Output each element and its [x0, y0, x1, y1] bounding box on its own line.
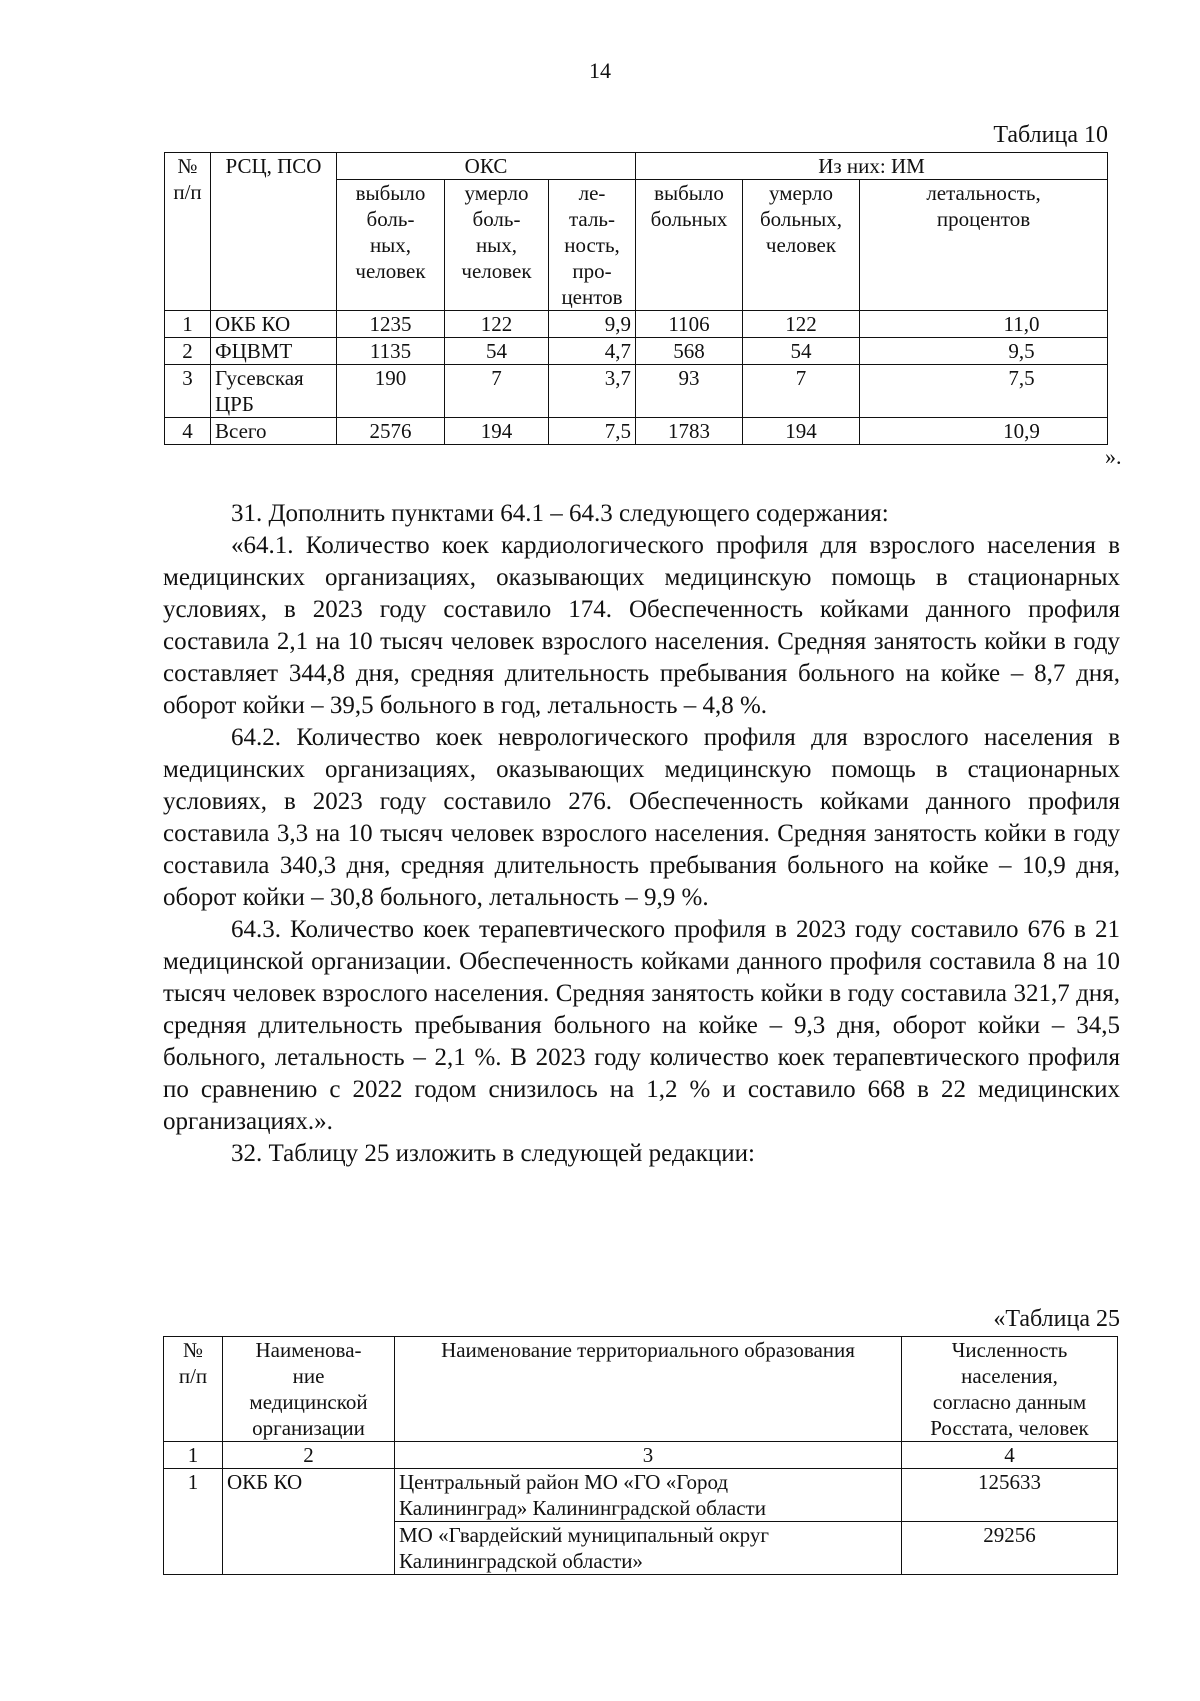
header-line: Росстата, человек	[930, 1416, 1089, 1440]
header-im-lethal	[860, 180, 1108, 311]
cell-territory: МО «Гвардейский муниципальный округ Калининградской области»	[395, 1522, 902, 1575]
cell-oks-lethal: 3,7	[549, 365, 636, 418]
cell-oks-died: 122	[445, 311, 549, 338]
paragraph-64-2: 64.2. Количество коек неврологического профиля для взрослого населения в медицинских организациях, оказывающих медицинскую помощь в стационарных условиях, в 2023 году составило 276. Обеспеченность койками данного профиля составила 3,3 на 10 тысяч человек взрослого населения. Средняя занятость койки в году составила 340,3 дня, средняя длительность пребывания больного на койке – 10,9 дня, оборот койки – 30,8 больного, летальность – 9,9 %.	[163, 724, 1120, 911]
header-line: ных,	[475, 233, 518, 257]
column-number: 3	[395, 1442, 902, 1469]
cell-oks-died: 7	[445, 365, 549, 418]
header-org: РСЦ, ПСО	[211, 153, 337, 311]
cell-num: 1	[164, 1469, 223, 1575]
cell-im-out: 568	[636, 338, 743, 365]
cell-org: Гусевская ЦРБ	[211, 365, 337, 418]
cell-org: ОКБ КО	[211, 311, 337, 338]
table-row	[165, 365, 1108, 418]
header-line: Численность	[951, 1338, 1068, 1362]
cell-oks-out: 190	[337, 365, 445, 418]
table-25-caption: «Таблица 25	[993, 1306, 1120, 1332]
header-line: ность,	[564, 233, 620, 257]
header-line: п/п	[173, 180, 202, 204]
table-10	[164, 152, 1108, 445]
cell-num: 2	[165, 338, 211, 365]
header-im-out: выбыло больных	[636, 180, 743, 311]
table-row	[165, 311, 1108, 338]
header-line: человек	[461, 259, 532, 283]
table-10-closing-quote: ».	[1105, 444, 1122, 469]
header-line: выбыло	[355, 181, 426, 205]
header-line: умерло	[464, 181, 529, 205]
table-header-row	[164, 1337, 1118, 1442]
cell-im-died: 54	[743, 338, 860, 365]
header-line: больных,	[759, 207, 843, 231]
cell-oks-lethal: 4,7	[549, 338, 636, 365]
header-line: таль-	[569, 207, 615, 231]
header-oks-out	[337, 180, 445, 311]
column-number-row	[164, 1442, 1118, 1469]
cell-oks-out: 2576	[337, 418, 445, 445]
header-line: умерло	[768, 181, 834, 205]
table-10-caption: Таблица 10	[993, 122, 1108, 148]
cell-im-out: 1106	[636, 311, 743, 338]
header-line: Наименова-	[255, 1338, 362, 1362]
header-line: медицинской	[249, 1390, 368, 1414]
paragraph-64-1: «64.1. Количество коек кардиологического профиля для взрослого населения в медицинских организациях, оказывающих медицинскую помощь в стационарных условиях, в 2023 году составило 174. Обеспеченность койками данного профиля составила 2,1 на 10 тысяч человек взрослого населения. Средняя занятость койки в году составляет 344,8 дня, средняя длительность пребывания больного на койке – 8,7 дня, оборот койки – 39,5 больного в год, летальность – 4,8 %.	[163, 532, 1120, 719]
header-population	[902, 1337, 1118, 1442]
column-number: 2	[223, 1442, 395, 1469]
header-line: процентов	[936, 207, 1031, 231]
header-oks: ОКС	[337, 153, 636, 180]
cell-im-died: 194	[743, 418, 860, 445]
column-number: 4	[902, 1442, 1118, 1469]
paragraph-64-3: 64.3. Количество коек терапевтического профиля в 2023 году составило 676 в 21 медицинской организации. Обеспеченность койками данного профиля составила 8 на 10 тысяч человек взрослого населения. Средняя занятость койки в году составила 321,7 дня, средняя длительность пребывания больного на койке – 9,3 дня, оборот койки – 34,5 больного, летальность – 2,1 %. В 2023 году количество коек терапевтического профиля по сравнению с 2022 годом снизилось на 1,2 % и составило 668 в 22 медицинских организациях.».	[163, 916, 1120, 1135]
header-line: боль-	[472, 207, 521, 231]
body-text	[163, 498, 1120, 1170]
header-line: №	[177, 154, 198, 178]
cell-territory: Центральный район МО «ГО «Город Калининград» Калининградской области	[395, 1469, 902, 1522]
header-line: согласно данным	[932, 1390, 1087, 1414]
cell-im-lethal: 9,5	[860, 338, 1108, 365]
header-territory: Наименование территориального образования	[395, 1337, 902, 1442]
cell-im-out: 1783	[636, 418, 743, 445]
header-line: про-	[572, 259, 612, 283]
header-im: Из них: ИМ	[636, 153, 1108, 180]
paragraph-31: 31. Дополнить пунктами 64.1 – 64.3 следующего содержания:	[231, 500, 889, 527]
paragraph-32: 32. Таблицу 25 изложить в следующей редакции:	[231, 1140, 755, 1167]
cell-num: 3	[165, 365, 211, 418]
cell-im-out: 93	[636, 365, 743, 418]
header-line: человек	[765, 233, 837, 257]
header-line: центов	[561, 285, 623, 309]
header-line: п/п	[178, 1364, 208, 1388]
cell-population: 125633	[902, 1469, 1118, 1522]
cell-oks-died: 194	[445, 418, 549, 445]
header-num	[165, 153, 211, 311]
header-oks-died	[445, 180, 549, 311]
cell-num: 4	[165, 418, 211, 445]
column-number: 1	[164, 1442, 223, 1469]
cell-oks-died: 54	[445, 338, 549, 365]
table-25	[163, 1336, 1118, 1575]
header-org	[223, 1337, 395, 1442]
header-line: летальность,	[926, 181, 1041, 205]
cell-im-lethal: 11,0	[860, 311, 1108, 338]
cell-im-lethal: 7,5	[860, 365, 1108, 418]
cell-im-lethal: 10,9	[860, 418, 1108, 445]
page-number: 14	[589, 58, 611, 83]
cell-num: 1	[165, 311, 211, 338]
header-line: №	[182, 1338, 204, 1362]
table-row	[165, 418, 1108, 445]
table-row	[165, 338, 1108, 365]
header-line: организации	[252, 1416, 365, 1440]
cell-oks-lethal: 9,9	[549, 311, 636, 338]
header-line: человек	[355, 259, 426, 283]
header-num	[164, 1337, 223, 1442]
cell-im-died: 122	[743, 311, 860, 338]
cell-org: ОКБ КО	[223, 1469, 395, 1575]
table-row	[164, 1469, 1118, 1522]
header-line: населения,	[961, 1364, 1058, 1388]
cell-org: Всего	[211, 418, 337, 445]
header-line: ние	[292, 1364, 325, 1388]
header-line: ных,	[369, 233, 412, 257]
header-im-died	[743, 180, 860, 311]
header-oks-lethal	[549, 180, 636, 311]
cell-oks-out: 1235	[337, 311, 445, 338]
header-line: ле-	[578, 181, 606, 205]
table-header-row	[165, 153, 1108, 180]
cell-oks-out: 1135	[337, 338, 445, 365]
header-line: боль-	[366, 207, 415, 231]
cell-population: 29256	[902, 1522, 1118, 1575]
cell-oks-lethal: 7,5	[549, 418, 636, 445]
cell-im-died: 7	[743, 365, 860, 418]
cell-org: ФЦВМТ	[211, 338, 337, 365]
